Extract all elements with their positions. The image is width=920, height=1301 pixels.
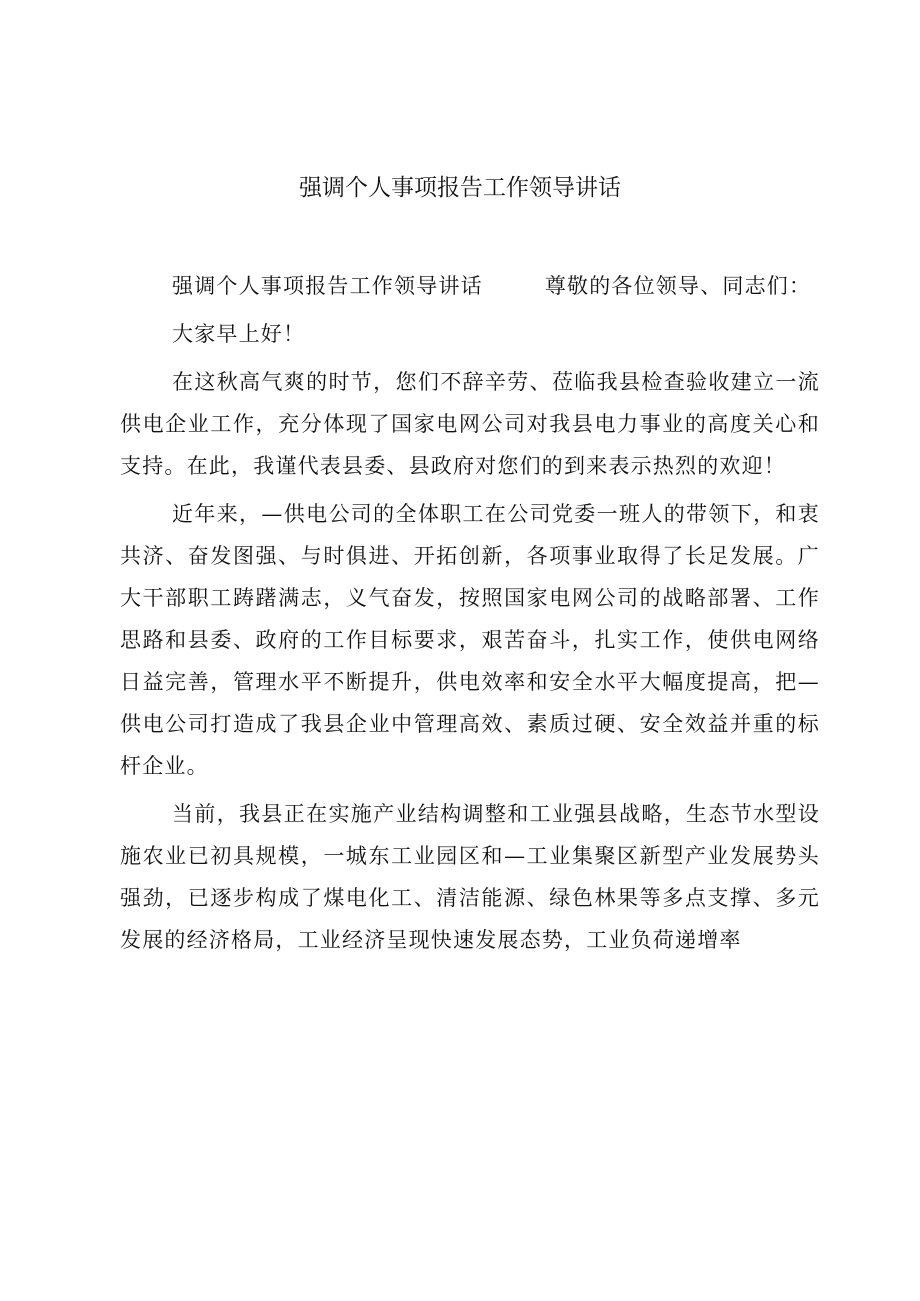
salutation: 尊敬的各位领导、同志们： bbox=[544, 274, 812, 298]
intro-title: 强调个人事项报告工作领导讲话 bbox=[172, 274, 483, 298]
document-body bbox=[120, 265, 820, 967]
document-title: 强调个人事项报告工作领导讲话 bbox=[299, 175, 621, 201]
paragraph: 当前，我县正在实施产业结构调整和工业强县战略，生态节水型设施农业已初具规模，一城东工业园区和—工业集聚区新型产业发展势头强劲，已逐步构成了煤电化工、清洁能源、绿色林果等多点支撑、多元发展的经济格局，工业经济呈现快速发展态势，工业负荷递增率 bbox=[120, 802, 820, 952]
opening-line bbox=[120, 265, 820, 307]
paragraph: 在这秋高气爽的时节，您们不辞辛劳、莅临我县检查验收建立一流供电企业工作，充分体现了国家电网公司对我县电力事业的高度关心和支持。在此，我谨代表县委、县政府对您们的到来表示热烈的欢迎！ bbox=[120, 370, 820, 478]
paragraph: 近年来，—供电公司的全体职工在公司党委一班人的带领下，和衷共济、奋发图强、与时俱进、开拓创新，各项事业取得了长足发展。广大干部职工踌躇满志，义气奋发，按照国家电网公司的战略部署、工作思路和县委、政府的工作目标要求，艰苦奋斗，扎实工作，使供电网络日益完善，管理水平不断提升，供电效率和安全水平大幅度提高，把—供电公司打造成了我县企业中管理高效、素质过硬、安全效益并重的标杆企业。 bbox=[120, 502, 820, 778]
greeting: 大家早上好！ bbox=[172, 322, 306, 346]
